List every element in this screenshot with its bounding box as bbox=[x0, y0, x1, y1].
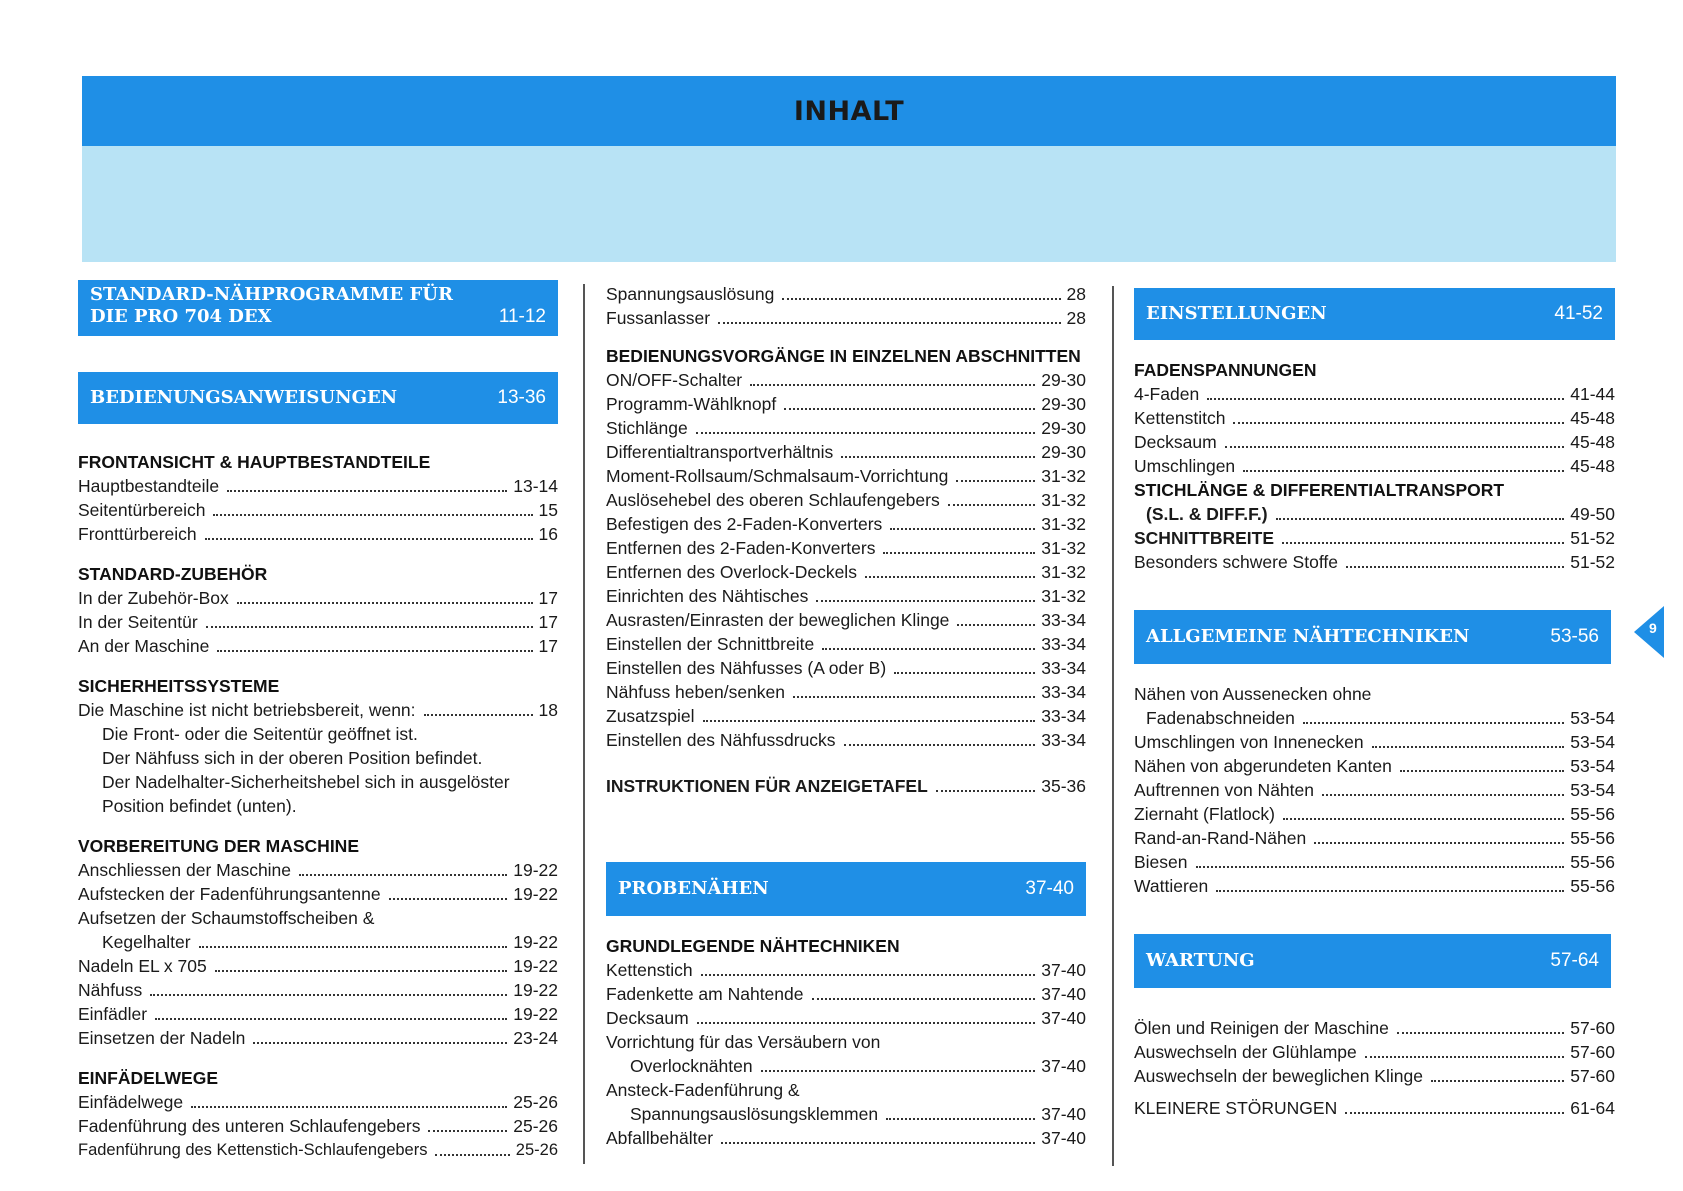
toc-section-heading: GRUNDLEGENDE NÄHTECHNIKEN bbox=[606, 936, 900, 956]
toc-chapter-box[interactable] bbox=[78, 372, 558, 424]
title-banner bbox=[82, 76, 1616, 146]
dot-leader bbox=[1346, 566, 1564, 568]
dot-leader bbox=[761, 1070, 1036, 1072]
dot-leader bbox=[253, 1042, 507, 1044]
dot-leader bbox=[1196, 866, 1565, 868]
chapter-title: EINSTELLUNGEN bbox=[1146, 303, 1327, 324]
dot-leader bbox=[696, 432, 1036, 434]
dot-leader bbox=[435, 1154, 509, 1156]
dot-leader bbox=[703, 720, 1036, 722]
toc-subline: Der Nähfuss sich in der oberen Position befindet. bbox=[102, 748, 483, 768]
toc-entry[interactable]: An der Maschine 17 bbox=[78, 636, 558, 656]
dot-leader bbox=[782, 298, 1060, 300]
toc-entry[interactable]: Nähfuss heben/senken 33-34 bbox=[606, 682, 1086, 702]
toc-text: Aufsetzen der Schaumstoffscheiben & bbox=[78, 908, 375, 928]
dot-leader bbox=[206, 626, 533, 628]
dot-leader bbox=[237, 602, 533, 604]
toc-entry[interactable]: Umschlingen von Innenecken 53-54 bbox=[1134, 732, 1615, 752]
dot-leader bbox=[1216, 890, 1564, 892]
dot-leader bbox=[721, 1142, 1035, 1144]
toc-entry[interactable]: Differentialtransportverhältnis 29-30 bbox=[606, 442, 1086, 462]
column-divider bbox=[1112, 286, 1114, 1166]
toc-column-2 bbox=[606, 282, 1086, 1150]
toc-entry[interactable]: Besonders schwere Stoffe 51-52 bbox=[1134, 552, 1615, 572]
toc-entry[interactable]: Fadenabschneiden 53-54 bbox=[1146, 708, 1615, 728]
dot-leader bbox=[1276, 518, 1565, 520]
toc-entry[interactable]: Auslösehebel des oberen Schlaufengebers 31-32 bbox=[606, 490, 1086, 510]
toc-entry[interactable]: Fadenführung des Kettenstich-Schlaufengebers 25-26 bbox=[78, 1141, 558, 1159]
dot-leader bbox=[812, 998, 1036, 1000]
toc-text: Nähen von Aussenecken ohne bbox=[1134, 684, 1372, 704]
toc-entry[interactable]: Zusatzspiel 33-34 bbox=[606, 706, 1086, 726]
toc-section-heading: STANDARD-ZUBEHÖR bbox=[78, 564, 268, 584]
column-divider bbox=[583, 284, 585, 1164]
toc-entry[interactable]: Decksaum 37-40 bbox=[606, 1008, 1086, 1028]
dot-leader bbox=[227, 490, 507, 492]
toc-entry[interactable]: Die Maschine ist nicht betriebsbereit, wenn: 18 bbox=[78, 700, 558, 720]
toc-entry[interactable]: In der Seitentür 17 bbox=[78, 612, 558, 632]
dot-leader bbox=[428, 1130, 507, 1132]
toc-entry[interactable]: Ausrasten/Einrasten der beweglichen Klinge 33-34 bbox=[606, 610, 1086, 630]
toc-entry[interactable]: INSTRUKTIONEN FÜR ANZEIGETAFEL 35-36 bbox=[606, 776, 1086, 796]
dot-leader bbox=[718, 322, 1060, 324]
dot-leader bbox=[424, 714, 533, 716]
dot-leader bbox=[150, 994, 507, 996]
dot-leader bbox=[389, 898, 508, 900]
dot-leader bbox=[844, 744, 1036, 746]
dot-leader bbox=[822, 648, 1035, 650]
dot-leader bbox=[883, 552, 1035, 554]
toc-entry[interactable]: Biesen 55-56 bbox=[1134, 852, 1615, 872]
toc-entry[interactable]: Seitentürbereich 15 bbox=[78, 500, 558, 520]
toc-section-heading: STICHLÄNGE & DIFFERENTIALTRANSPORT bbox=[1134, 480, 1505, 500]
dot-leader bbox=[784, 408, 1035, 410]
toc-entry[interactable]: Entfernen des 2-Faden-Konverters 31-32 bbox=[606, 538, 1086, 558]
toc-entry[interactable]: Befestigen des 2-Faden-Konverters 31-32 bbox=[606, 514, 1086, 534]
dot-leader bbox=[1243, 470, 1564, 472]
toc-entry[interactable]: Einstellen des Nähfusses (A oder B) 33-34 bbox=[606, 658, 1086, 678]
toc-entry[interactable]: Aufstecken der Fadenführungsantenne 19-22 bbox=[78, 884, 558, 904]
dot-leader bbox=[890, 528, 1035, 530]
toc-section-heading: FADENSPANNUNGEN bbox=[1134, 360, 1317, 380]
dot-leader bbox=[948, 504, 1036, 506]
dot-leader bbox=[894, 672, 1035, 674]
toc-entry[interactable]: Einfädler 19-22 bbox=[78, 1004, 558, 1024]
toc-chapter-box[interactable] bbox=[1134, 288, 1615, 340]
toc-entry[interactable]: Kegelhalter 19-22 bbox=[102, 932, 558, 952]
dot-leader bbox=[1400, 770, 1564, 772]
toc-entry[interactable]: Fussanlasser 28 bbox=[606, 308, 1086, 328]
dot-leader bbox=[1372, 746, 1565, 748]
chapter-pages: 37-40 bbox=[1025, 878, 1074, 899]
toc-section-heading: BEDIENUNGSVORGÄNGE IN EINZELNEN ABSCHNITTEN bbox=[606, 346, 1081, 366]
toc-section-heading: FRONTANSICHT & HAUPTBESTANDTEILE bbox=[78, 452, 431, 472]
dot-leader bbox=[957, 624, 1035, 626]
dot-leader bbox=[205, 538, 533, 540]
dot-leader bbox=[697, 1022, 1036, 1024]
toc-entry[interactable]: Stichlänge 29-30 bbox=[606, 418, 1086, 438]
chapter-title: DIE PRO 704 DEX bbox=[90, 306, 272, 327]
toc-entry[interactable]: Hauptbestandteile 13-14 bbox=[78, 476, 558, 496]
toc-entry[interactable]: ON/OFF-Schalter 29-30 bbox=[606, 370, 1086, 390]
toc-entry[interactable]: Kettenstitch 45-48 bbox=[1134, 408, 1615, 428]
toc-chapter-box[interactable] bbox=[606, 862, 1086, 916]
toc-entry[interactable]: Anschliessen der Maschine 19-22 bbox=[78, 860, 558, 880]
chapter-pages: 57-64 bbox=[1550, 950, 1599, 971]
dot-leader bbox=[956, 480, 1035, 482]
dot-leader bbox=[841, 456, 1035, 458]
toc-entry[interactable]: In der Zubehör-Box 17 bbox=[78, 588, 558, 608]
dot-leader bbox=[886, 1118, 1035, 1120]
toc-subline: Position befindet (unten). bbox=[102, 796, 297, 816]
toc-entry[interactable]: SCHNITTBREITE 51-52 bbox=[1134, 528, 1615, 548]
page-title: INHALT bbox=[793, 95, 905, 127]
toc-column-1 bbox=[78, 280, 558, 1162]
toc-entry[interactable]: Fadenführung des unteren Schlaufengebers 25-26 bbox=[78, 1116, 558, 1136]
toc-entry[interactable]: Umschlingen 45-48 bbox=[1134, 456, 1615, 476]
toc-entry[interactable]: Einfädelwege 25-26 bbox=[78, 1092, 558, 1112]
toc-entry[interactable]: Auftrennen von Nähten 53-54 bbox=[1134, 780, 1615, 800]
dot-leader bbox=[936, 790, 1035, 792]
dot-leader bbox=[750, 384, 1035, 386]
toc-entry[interactable]: Rand-an-Rand-Nähen 55-56 bbox=[1134, 828, 1615, 848]
dot-leader bbox=[1283, 818, 1564, 820]
toc-chapter-box[interactable] bbox=[1134, 934, 1611, 988]
toc-entry[interactable]: Overlocknähten 37-40 bbox=[630, 1056, 1086, 1076]
dot-leader bbox=[1233, 422, 1564, 424]
page-number: 9 bbox=[1649, 620, 1657, 636]
toc-entry[interactable]: (S.L. & DIFF.F.) 49-50 bbox=[1146, 504, 1615, 524]
chapter-title: BEDIENUNGSANWEISUNGEN bbox=[90, 387, 398, 408]
dot-leader bbox=[816, 600, 1035, 602]
dot-leader bbox=[217, 650, 532, 652]
dot-leader bbox=[1207, 398, 1564, 400]
toc-entry[interactable]: Einrichten des Nähtisches 31-32 bbox=[606, 586, 1086, 606]
dot-leader bbox=[199, 946, 508, 948]
toc-entry[interactable]: Nähen von abgerundeten Kanten 53-54 bbox=[1134, 756, 1615, 776]
header-band bbox=[82, 146, 1616, 262]
chapter-pages: 11-12 bbox=[498, 306, 546, 327]
toc-entry[interactable]: Decksaum 45-48 bbox=[1134, 432, 1615, 452]
dot-leader bbox=[1431, 1080, 1564, 1082]
dot-leader bbox=[191, 1106, 507, 1108]
dot-leader bbox=[865, 576, 1035, 578]
toc-entry[interactable]: Auswechseln der Glühlampe 57-60 bbox=[1134, 1042, 1615, 1062]
dot-leader bbox=[701, 974, 1036, 976]
toc-entry[interactable]: Auswechseln der beweglichen Klinge 57-60 bbox=[1134, 1066, 1615, 1086]
toc-entry[interactable]: Moment-Rollsaum/Schmalsaum-Vorrichtung 31-32 bbox=[606, 466, 1086, 486]
chapter-pages: 13-36 bbox=[497, 387, 546, 408]
toc-subline: Die Front- oder die Seitentür geöffnet ist. bbox=[102, 724, 418, 744]
chapter-title: WARTUNG bbox=[1146, 950, 1255, 971]
chapter-title: PROBENÄHEN bbox=[618, 878, 769, 899]
toc-entry[interactable]: Einsetzen der Nadeln 23-24 bbox=[78, 1028, 558, 1048]
dot-leader bbox=[793, 696, 1035, 698]
dot-leader bbox=[1314, 842, 1564, 844]
toc-entry[interactable]: Nadeln EL x 705 19-22 bbox=[78, 956, 558, 976]
dot-leader bbox=[155, 1018, 507, 1020]
toc-text: Vorrichtung für das Versäubern von bbox=[606, 1032, 881, 1052]
dot-leader bbox=[1397, 1032, 1564, 1034]
toc-entry[interactable]: Nähfuss 19-22 bbox=[78, 980, 558, 1000]
toc-text: Ansteck-Fadenführung & bbox=[606, 1080, 800, 1100]
toc-entry[interactable]: Entfernen des Overlock-Deckels 31-32 bbox=[606, 562, 1086, 582]
toc-chapter-box[interactable] bbox=[78, 280, 558, 336]
toc-entry[interactable]: Kettenstich 37-40 bbox=[606, 960, 1086, 980]
dot-leader bbox=[215, 970, 507, 972]
dot-leader bbox=[1345, 1112, 1564, 1114]
toc-section-heading: EINFÄDELWEGE bbox=[78, 1068, 219, 1088]
toc-entry[interactable]: Spannungsauslösung 28 bbox=[606, 284, 1086, 304]
toc-section-heading: VORBEREITUNG DER MASCHINE bbox=[78, 836, 359, 856]
dot-leader bbox=[1225, 446, 1565, 448]
chapter-title: STANDARD-NÄHPROGRAMME FÜR bbox=[90, 284, 453, 305]
chapter-pages: 41-52 bbox=[1554, 303, 1603, 324]
toc-entry[interactable]: Spannungsauslösungsklemmen 37-40 bbox=[630, 1104, 1086, 1124]
dot-leader bbox=[1365, 1056, 1564, 1058]
toc-column-3 bbox=[1134, 288, 1615, 1120]
dot-leader bbox=[1303, 722, 1564, 724]
toc-entry[interactable]: Abfallbehälter 37-40 bbox=[606, 1128, 1086, 1148]
dot-leader bbox=[1282, 542, 1564, 544]
toc-chapter-box[interactable] bbox=[1134, 610, 1611, 664]
dot-leader bbox=[1322, 794, 1564, 796]
chapter-pages: 53-56 bbox=[1550, 626, 1599, 647]
dot-leader bbox=[299, 874, 507, 876]
toc-entry[interactable]: Ölen und Reinigen der Maschine 57-60 bbox=[1134, 1018, 1615, 1038]
toc-entry[interactable]: Einstellen der Schnittbreite 33-34 bbox=[606, 634, 1086, 654]
toc-entry[interactable]: Ziernaht (Flatlock) 55-56 bbox=[1134, 804, 1615, 824]
toc-entry[interactable]: Programm-Wählknopf 29-30 bbox=[606, 394, 1086, 414]
toc-subline: Der Nadelhalter-Sicherheitshebel sich in ausgelöster bbox=[102, 772, 510, 792]
toc-entry[interactable]: 4-Faden 41-44 bbox=[1134, 384, 1615, 404]
toc-entry[interactable]: Fronttürbereich 16 bbox=[78, 524, 558, 544]
dot-leader bbox=[213, 514, 532, 516]
toc-entry[interactable]: KLEINERE STÖRUNGEN 61-64 bbox=[1134, 1098, 1615, 1118]
toc-entry[interactable]: Wattieren 55-56 bbox=[1134, 876, 1615, 896]
toc-section-heading: SICHERHEITSSYSTEME bbox=[78, 676, 280, 696]
chapter-title: ALLGEMEINE NÄHTECHNIKEN bbox=[1146, 626, 1470, 647]
toc-entry[interactable]: Einstellen des Nähfussdrucks 33-34 bbox=[606, 730, 1086, 750]
toc-entry[interactable]: Fadenkette am Nahtende 37-40 bbox=[606, 984, 1086, 1004]
